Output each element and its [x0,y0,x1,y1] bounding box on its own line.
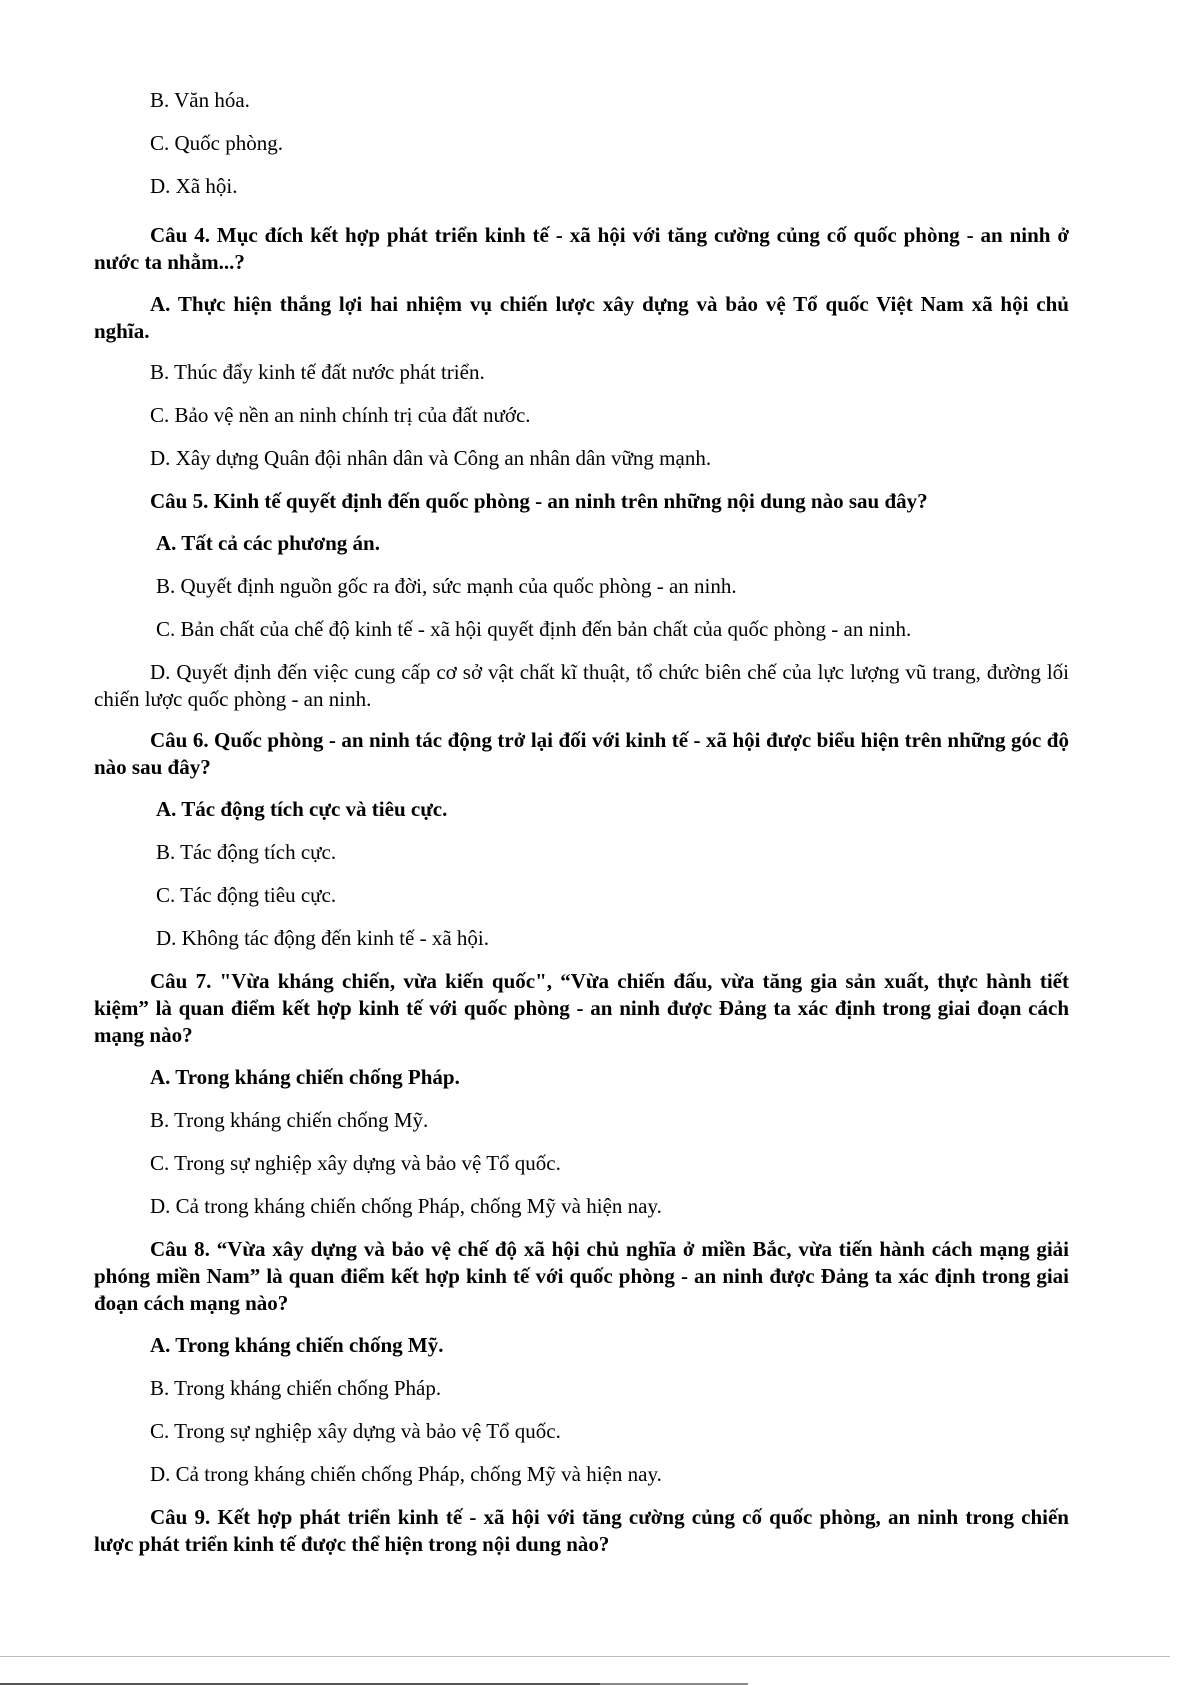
option-text: D. Xã hội. [150,174,238,198]
option-text: B. Tác động tích cực. [156,840,337,864]
option-text: C. Trong sự nghiệp xây dựng và bảo vệ Tổ quốc. [150,1419,561,1443]
option-text: D. Cả trong kháng chiến chống Pháp, chống Mỹ và hiện nay. [150,1462,662,1486]
question-4: Câu 4. Mục đích kết hợp phát triển kinh tế - xã hội với tăng cường củng cố quốc phòng - an ninh ở nước ta nhằm...? [94,223,1069,274]
option-text: C. Bảo vệ nền an ninh chính trị của đất nước. [150,403,531,427]
option-text: C. Tác động tiêu cực. [156,883,337,907]
option-correct: A. Tác động tích cực và tiêu cực. [156,797,448,821]
option-text: B. Trong kháng chiến chống Pháp. [150,1376,442,1400]
footer-divider [0,1656,1170,1657]
option-correct: A. Thực hiện thắng lợi hai nhiệm vụ chiến lược xây dựng và bảo vệ Tổ quốc Việt Nam xã hội chủ nghĩa. [94,292,1069,343]
option-text: C. Quốc phòng. [150,131,283,155]
document-content [94,87,1069,1573]
question-7: Câu 7. "Vừa kháng chiến, vừa kiến quốc", “Vừa chiến đấu, vừa tăng gia sản xuất, thực hành tiết kiệm” là quan điểm kết hợp kinh tế với quốc phòng - an ninh được Đảng ta xác định trong giai đoạn cách mạng nào? [94,969,1069,1047]
option-text: C. Trong sự nghiệp xây dựng và bảo vệ Tổ quốc. [150,1151,561,1175]
option-text: B. Thúc đẩy kinh tế đất nước phát triển. [150,360,485,384]
option-text: D. Xây dựng Quân đội nhân dân và Công an nhân dân vững mạnh. [150,446,712,470]
question-5: Câu 5. Kinh tế quyết định đến quốc phòng - an ninh trên những nội dung nào sau đây? [150,489,928,513]
question-9: Câu 9. Kết hợp phát triển kinh tế - xã hội với tăng cường củng cố quốc phòng, an ninh trong chiến lược phát triển kinh tế được thể hiện trong nội dung nào? [94,1505,1069,1556]
option-text: B. Quyết định nguồn gốc ra đời, sức mạnh của quốc phòng - an ninh. [156,574,737,598]
option-correct: A. Trong kháng chiến chống Mỹ. [150,1333,444,1357]
option-text: D. Quyết định đến việc cung cấp cơ sở vật chất kĩ thuật, tổ chức biên chế của lực lượng vũ trang, đường lối chiến lược quốc phòng - an ninh. [94,660,1069,711]
option-correct: A. Tất cả các phương án. [156,531,380,555]
option-correct: A. Trong kháng chiến chống Pháp. [150,1065,460,1089]
question-6: Câu 6. Quốc phòng - an ninh tác động trở lại đối với kinh tế - xã hội được biểu hiện trên những góc độ nào sau đây? [94,728,1069,779]
option-text: B. Trong kháng chiến chống Mỹ. [150,1108,429,1132]
option-text: D. Cả trong kháng chiến chống Pháp, chống Mỹ và hiện nay. [150,1194,662,1218]
option-text: C. Bản chất của chế độ kinh tế - xã hội quyết định đến bản chất của quốc phòng - an ninh. [156,617,912,641]
option-text: B. Văn hóa. [150,88,250,112]
option-text: D. Không tác động đến kinh tế - xã hội. [156,926,490,950]
question-8: Câu 8. “Vừa xây dựng và bảo vệ chế độ xã hội chủ nghĩa ở miền Bắc, vừa tiến hành cách mạng giải phóng miền Nam” là quan điểm kết hợp kinh tế với quốc phòng - an ninh được Đảng ta xác định trong giai đoạn cách mạng nào? [94,1237,1069,1315]
